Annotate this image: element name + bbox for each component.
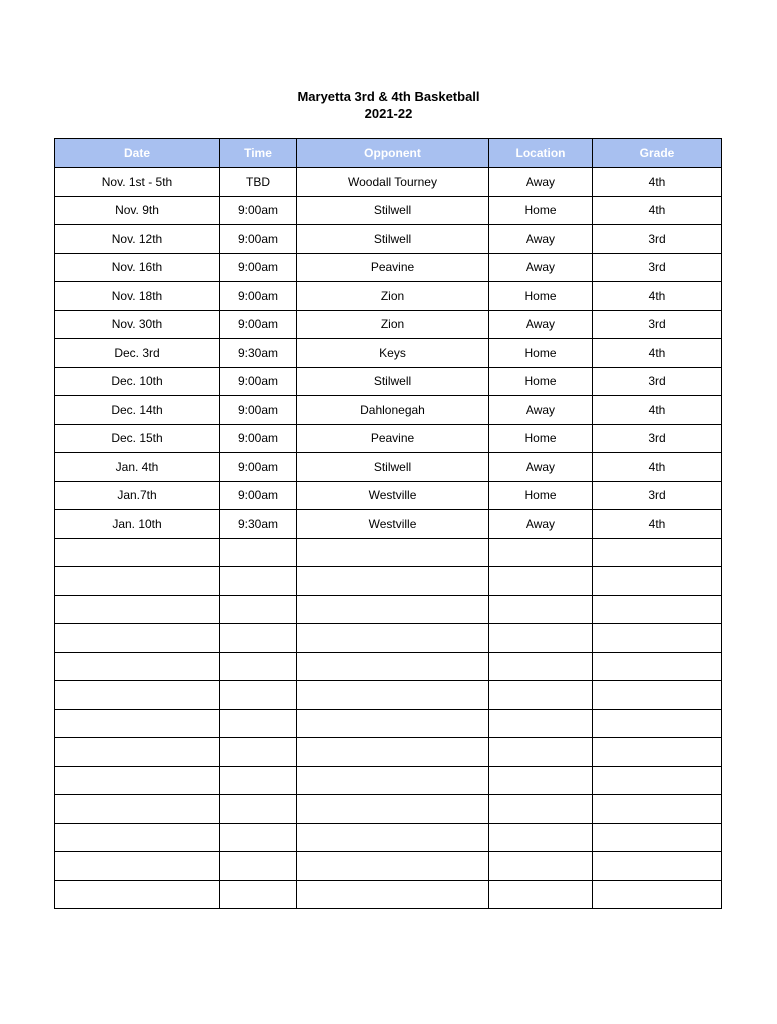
location-cell: Home — [489, 282, 593, 311]
date-cell — [55, 880, 220, 909]
date-cell: Dec. 14th — [55, 396, 220, 425]
time-cell: 9:00am — [220, 481, 297, 510]
table-row — [55, 510, 722, 539]
date-cell: Nov. 18th — [55, 282, 220, 311]
table-row — [55, 766, 722, 795]
time-cell: 9:00am — [220, 424, 297, 453]
opponent-cell: Stilwell — [297, 367, 489, 396]
grade-cell: 3rd — [593, 310, 722, 339]
date-cell: Nov. 16th — [55, 253, 220, 282]
grade-cell — [593, 567, 722, 596]
location-cell: Away — [489, 168, 593, 197]
grade-cell — [593, 738, 722, 767]
opponent-cell: Stilwell — [297, 453, 489, 482]
grade-cell: 3rd — [593, 424, 722, 453]
date-cell: Nov. 1st - 5th — [55, 168, 220, 197]
location-cell — [489, 823, 593, 852]
grade-cell — [593, 624, 722, 653]
time-cell — [220, 681, 297, 710]
table-row — [55, 852, 722, 881]
grade-cell: 3rd — [593, 225, 722, 254]
table-row — [55, 310, 722, 339]
column-header-time: Time — [220, 139, 297, 168]
opponent-cell — [297, 709, 489, 738]
time-cell: 9:30am — [220, 339, 297, 368]
time-cell — [220, 595, 297, 624]
time-cell — [220, 652, 297, 681]
location-cell: Away — [489, 453, 593, 482]
table-row — [55, 225, 722, 254]
table-row — [55, 652, 722, 681]
table-header-row — [55, 139, 722, 168]
table-row — [55, 795, 722, 824]
grade-cell — [593, 880, 722, 909]
grade-cell — [593, 652, 722, 681]
date-cell — [55, 852, 220, 881]
date-cell: Jan. 10th — [55, 510, 220, 539]
location-cell: Home — [489, 367, 593, 396]
opponent-cell — [297, 538, 489, 567]
time-cell: TBD — [220, 168, 297, 197]
opponent-cell: Peavine — [297, 253, 489, 282]
time-cell: 9:00am — [220, 196, 297, 225]
column-header-grade: Grade — [593, 139, 722, 168]
table-row — [55, 396, 722, 425]
location-cell — [489, 795, 593, 824]
time-cell — [220, 624, 297, 653]
column-header-location: Location — [489, 139, 593, 168]
date-cell — [55, 567, 220, 596]
column-header-date: Date — [55, 139, 220, 168]
location-cell — [489, 652, 593, 681]
time-cell: 9:00am — [220, 282, 297, 311]
date-cell: Dec. 15th — [55, 424, 220, 453]
location-cell — [489, 681, 593, 710]
time-cell — [220, 567, 297, 596]
grade-cell: 4th — [593, 196, 722, 225]
location-cell — [489, 624, 593, 653]
location-cell: Home — [489, 424, 593, 453]
location-cell — [489, 538, 593, 567]
date-cell: Dec. 3rd — [55, 339, 220, 368]
location-cell — [489, 738, 593, 767]
location-cell: Away — [489, 310, 593, 339]
opponent-cell: Stilwell — [297, 225, 489, 254]
grade-cell: 4th — [593, 282, 722, 311]
time-cell: 9:00am — [220, 253, 297, 282]
grade-cell: 4th — [593, 168, 722, 197]
opponent-cell — [297, 766, 489, 795]
table-body — [55, 168, 722, 909]
table-row — [55, 168, 722, 197]
date-cell — [55, 595, 220, 624]
table-row — [55, 624, 722, 653]
time-cell — [220, 823, 297, 852]
grade-cell: 4th — [593, 453, 722, 482]
time-cell — [220, 538, 297, 567]
opponent-cell: Westville — [297, 481, 489, 510]
grade-cell: 4th — [593, 396, 722, 425]
table-row — [55, 823, 722, 852]
opponent-cell: Dahlonegah — [297, 396, 489, 425]
grade-cell: 4th — [593, 339, 722, 368]
date-cell: Jan.7th — [55, 481, 220, 510]
time-cell — [220, 766, 297, 795]
schedule-table — [54, 138, 722, 909]
location-cell — [489, 880, 593, 909]
opponent-cell: Peavine — [297, 424, 489, 453]
opponent-cell — [297, 595, 489, 624]
grade-cell: 3rd — [593, 253, 722, 282]
location-cell — [489, 595, 593, 624]
opponent-cell — [297, 681, 489, 710]
location-cell: Away — [489, 225, 593, 254]
time-cell: 9:00am — [220, 310, 297, 339]
opponent-cell — [297, 880, 489, 909]
location-cell — [489, 766, 593, 795]
opponent-cell — [297, 738, 489, 767]
time-cell — [220, 795, 297, 824]
grade-cell — [593, 681, 722, 710]
opponent-cell — [297, 795, 489, 824]
location-cell — [489, 852, 593, 881]
location-cell — [489, 709, 593, 738]
time-cell: 9:00am — [220, 225, 297, 254]
table-row — [55, 367, 722, 396]
title-line-2: 2021-22 — [364, 106, 413, 121]
table-row — [55, 282, 722, 311]
time-cell: 9:00am — [220, 367, 297, 396]
location-cell — [489, 567, 593, 596]
table-row — [55, 481, 722, 510]
column-header-opponent: Opponent — [297, 139, 489, 168]
opponent-cell — [297, 852, 489, 881]
date-cell — [55, 766, 220, 795]
time-cell — [220, 738, 297, 767]
location-cell: Home — [489, 481, 593, 510]
table-row — [55, 196, 722, 225]
location-cell: Away — [489, 253, 593, 282]
grade-cell — [593, 766, 722, 795]
grade-cell — [593, 538, 722, 567]
table-row — [55, 339, 722, 368]
grade-cell — [593, 795, 722, 824]
title-line-1: Maryetta 3rd & 4th Basketball — [297, 89, 480, 104]
date-cell: Nov. 12th — [55, 225, 220, 254]
time-cell: 9:00am — [220, 453, 297, 482]
date-cell — [55, 538, 220, 567]
grade-cell: 3rd — [593, 367, 722, 396]
opponent-cell: Zion — [297, 282, 489, 311]
date-cell — [55, 681, 220, 710]
table-row — [55, 453, 722, 482]
grade-cell: 3rd — [593, 481, 722, 510]
date-cell — [55, 795, 220, 824]
location-cell: Home — [489, 339, 593, 368]
table-row — [55, 681, 722, 710]
location-cell: Away — [489, 396, 593, 425]
document-title — [0, 88, 777, 122]
table-row — [55, 538, 722, 567]
location-cell: Home — [489, 196, 593, 225]
grade-cell: 4th — [593, 510, 722, 539]
time-cell — [220, 852, 297, 881]
grade-cell — [593, 709, 722, 738]
opponent-cell: Westville — [297, 510, 489, 539]
date-cell — [55, 652, 220, 681]
date-cell: Jan. 4th — [55, 453, 220, 482]
table-row — [55, 424, 722, 453]
time-cell: 9:00am — [220, 396, 297, 425]
table-row — [55, 567, 722, 596]
date-cell — [55, 738, 220, 767]
opponent-cell — [297, 823, 489, 852]
opponent-cell: Woodall Tourney — [297, 168, 489, 197]
grade-cell — [593, 823, 722, 852]
date-cell: Nov. 9th — [55, 196, 220, 225]
opponent-cell: Zion — [297, 310, 489, 339]
table-row — [55, 709, 722, 738]
date-cell — [55, 709, 220, 738]
table-row — [55, 738, 722, 767]
time-cell — [220, 709, 297, 738]
time-cell: 9:30am — [220, 510, 297, 539]
date-cell: Nov. 30th — [55, 310, 220, 339]
opponent-cell — [297, 652, 489, 681]
opponent-cell: Stilwell — [297, 196, 489, 225]
grade-cell — [593, 852, 722, 881]
opponent-cell — [297, 624, 489, 653]
date-cell: Dec. 10th — [55, 367, 220, 396]
location-cell: Away — [489, 510, 593, 539]
date-cell — [55, 624, 220, 653]
opponent-cell: Keys — [297, 339, 489, 368]
table-row — [55, 253, 722, 282]
grade-cell — [593, 595, 722, 624]
table-row — [55, 595, 722, 624]
opponent-cell — [297, 567, 489, 596]
table-row — [55, 880, 722, 909]
date-cell — [55, 823, 220, 852]
time-cell — [220, 880, 297, 909]
